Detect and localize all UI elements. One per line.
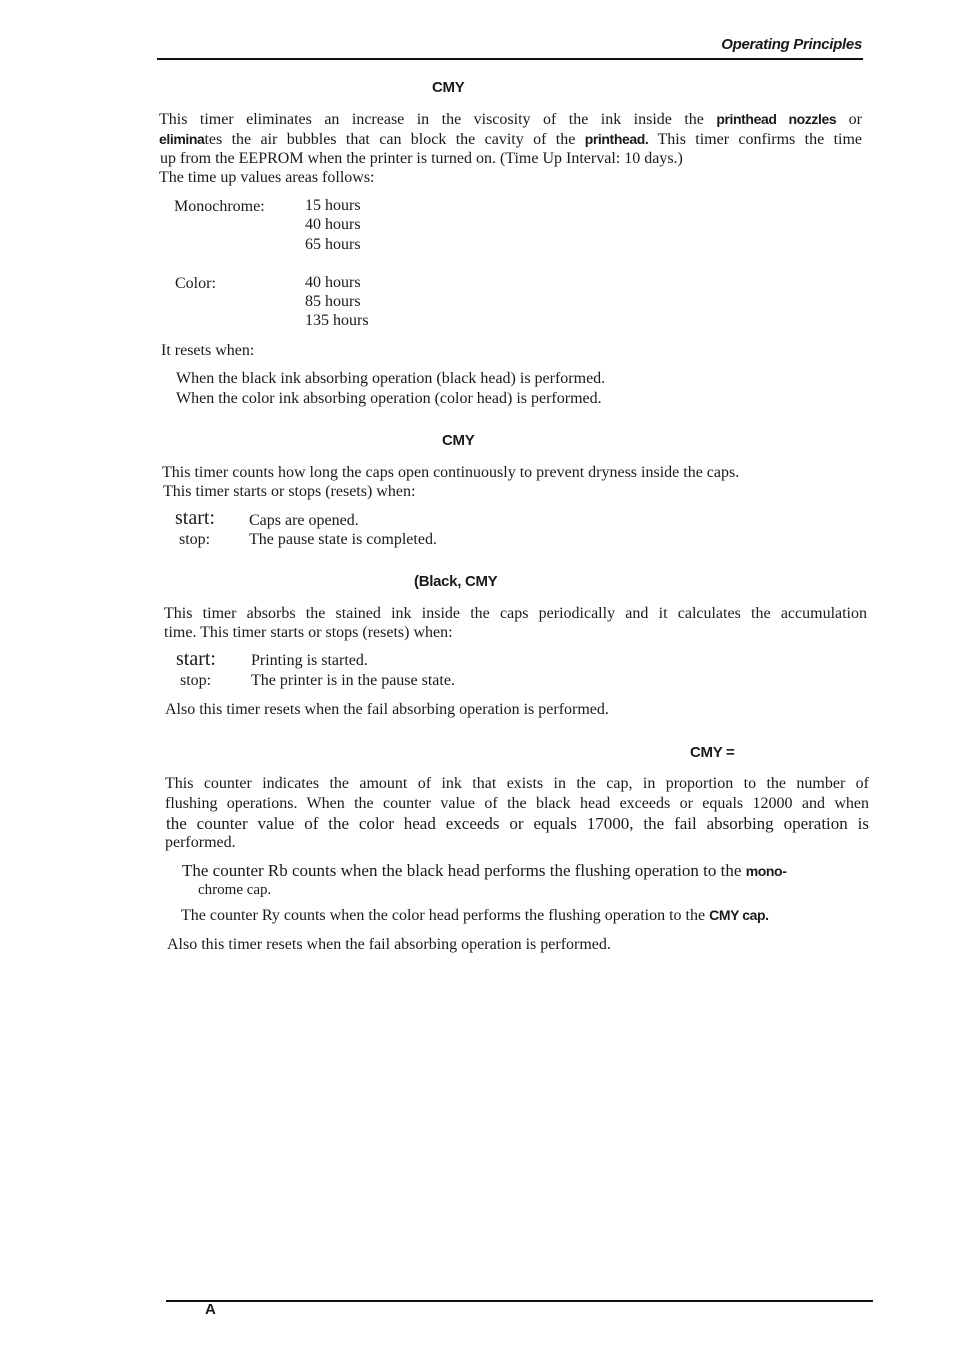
- table-value: 85 hours: [305, 293, 361, 310]
- table-label-color: Color:: [175, 275, 216, 292]
- section1-line3: up from the EEPROM when the printer is turned on. (Time Up Interval: 10 days.): [160, 150, 683, 167]
- reset-item: When the color ink absorbing operation (color head) is performed.: [176, 390, 602, 407]
- section4-bullet2-text: The counter Ry counts when the color head performs the flushing operation to the: [181, 907, 706, 924]
- section4-paragraph: [165, 774, 869, 813]
- footer-rule: [166, 1300, 873, 1302]
- section1-line2-term: printhead.: [584, 130, 649, 147]
- section3-also: Also this timer resets when the fail absorbing operation is performed.: [165, 701, 609, 718]
- section4-line2: flushing operations. When the counter value of the black head exceeds or equals 12000 and when: [165, 794, 869, 812]
- reset-item: When the black ink absorbing operation (black head) is performed.: [176, 370, 606, 387]
- section1-line1-text: This timer eliminates an increase in the viscosity of the ink inside the: [159, 111, 704, 128]
- section3-stop-text: The printer is in the pause state.: [251, 672, 455, 689]
- table-value: 40 hours: [305, 216, 361, 233]
- section1-line2-start: elimina: [159, 130, 205, 147]
- section4-line3: the counter value of the color head exceeds or equals 17000, the fail absorbing operation is: [166, 814, 869, 833]
- section4-bullet1-cont: chrome cap.: [198, 882, 272, 898]
- section3-start-label: start:: [176, 648, 216, 670]
- section4-bullet2-term: CMY cap.: [709, 907, 769, 923]
- section4-line4: performed.: [165, 834, 236, 851]
- header-rule: [157, 58, 863, 60]
- table-label-monochrome: Monochrome:: [174, 198, 265, 215]
- section2-stop-text: The pause state is completed.: [249, 531, 437, 548]
- section1-line1-term: printhead nozzles: [716, 111, 837, 127]
- section4-heading: CMY =: [690, 744, 735, 761]
- section3-line2: time. This timer starts or stops (resets) when:: [164, 624, 453, 641]
- section4-bullet2: [181, 906, 769, 925]
- section4-line1: This counter indicates the amount of ink that exists in the cap, in proportion to the number of: [165, 775, 869, 792]
- section2-stop-label: stop:: [179, 531, 211, 548]
- section2-heading: CMY: [442, 432, 475, 449]
- section4-also: Also this timer resets when the fail absorbing operation is performed.: [167, 936, 611, 953]
- table-value: 15 hours: [305, 197, 361, 214]
- section3-stop-label: stop:: [180, 672, 212, 689]
- section3-paragraph: [164, 604, 867, 624]
- section3-heading: (Black, CMY: [414, 573, 498, 590]
- section1-line2-text: tes the air bubbles that can block the cavity of the: [204, 130, 576, 148]
- section1-paragraph: [159, 110, 862, 149]
- section2-start-label: start:: [175, 507, 215, 529]
- section2-line2: This timer starts or stops (resets) when:: [163, 483, 416, 500]
- section1-line4: The time up values areas follows:: [159, 169, 375, 186]
- section3-start-text: Printing is started.: [251, 652, 368, 669]
- section1-line1-end: or: [848, 111, 862, 128]
- section2-start-text: Caps are opened.: [249, 512, 359, 529]
- section2-line1: This timer counts how long the caps open continuously to prevent dryness inside the caps.: [162, 464, 740, 481]
- table-value: 65 hours: [305, 236, 361, 253]
- section4-bullet1-text: The counter Rb counts when the black head performs the flushing operation to the: [182, 861, 742, 880]
- table-value: 135 hours: [305, 312, 369, 329]
- running-header-title: Operating Principles: [721, 36, 862, 53]
- resets-label: It resets when:: [161, 342, 255, 359]
- section1-line2-end: This timer confirms the time: [657, 130, 862, 148]
- section3-line1: This timer absorbs the stained ink inside the caps periodically and it calculates the accumulation: [164, 605, 867, 622]
- section4-bullet1-term: mono-: [745, 863, 787, 879]
- section1-heading: CMY: [432, 79, 465, 96]
- section4-bullet1: [182, 861, 786, 881]
- section4-paragraph-cont: [166, 814, 869, 834]
- table-value: 40 hours: [305, 274, 361, 291]
- footer-mark: A: [205, 1301, 216, 1318]
